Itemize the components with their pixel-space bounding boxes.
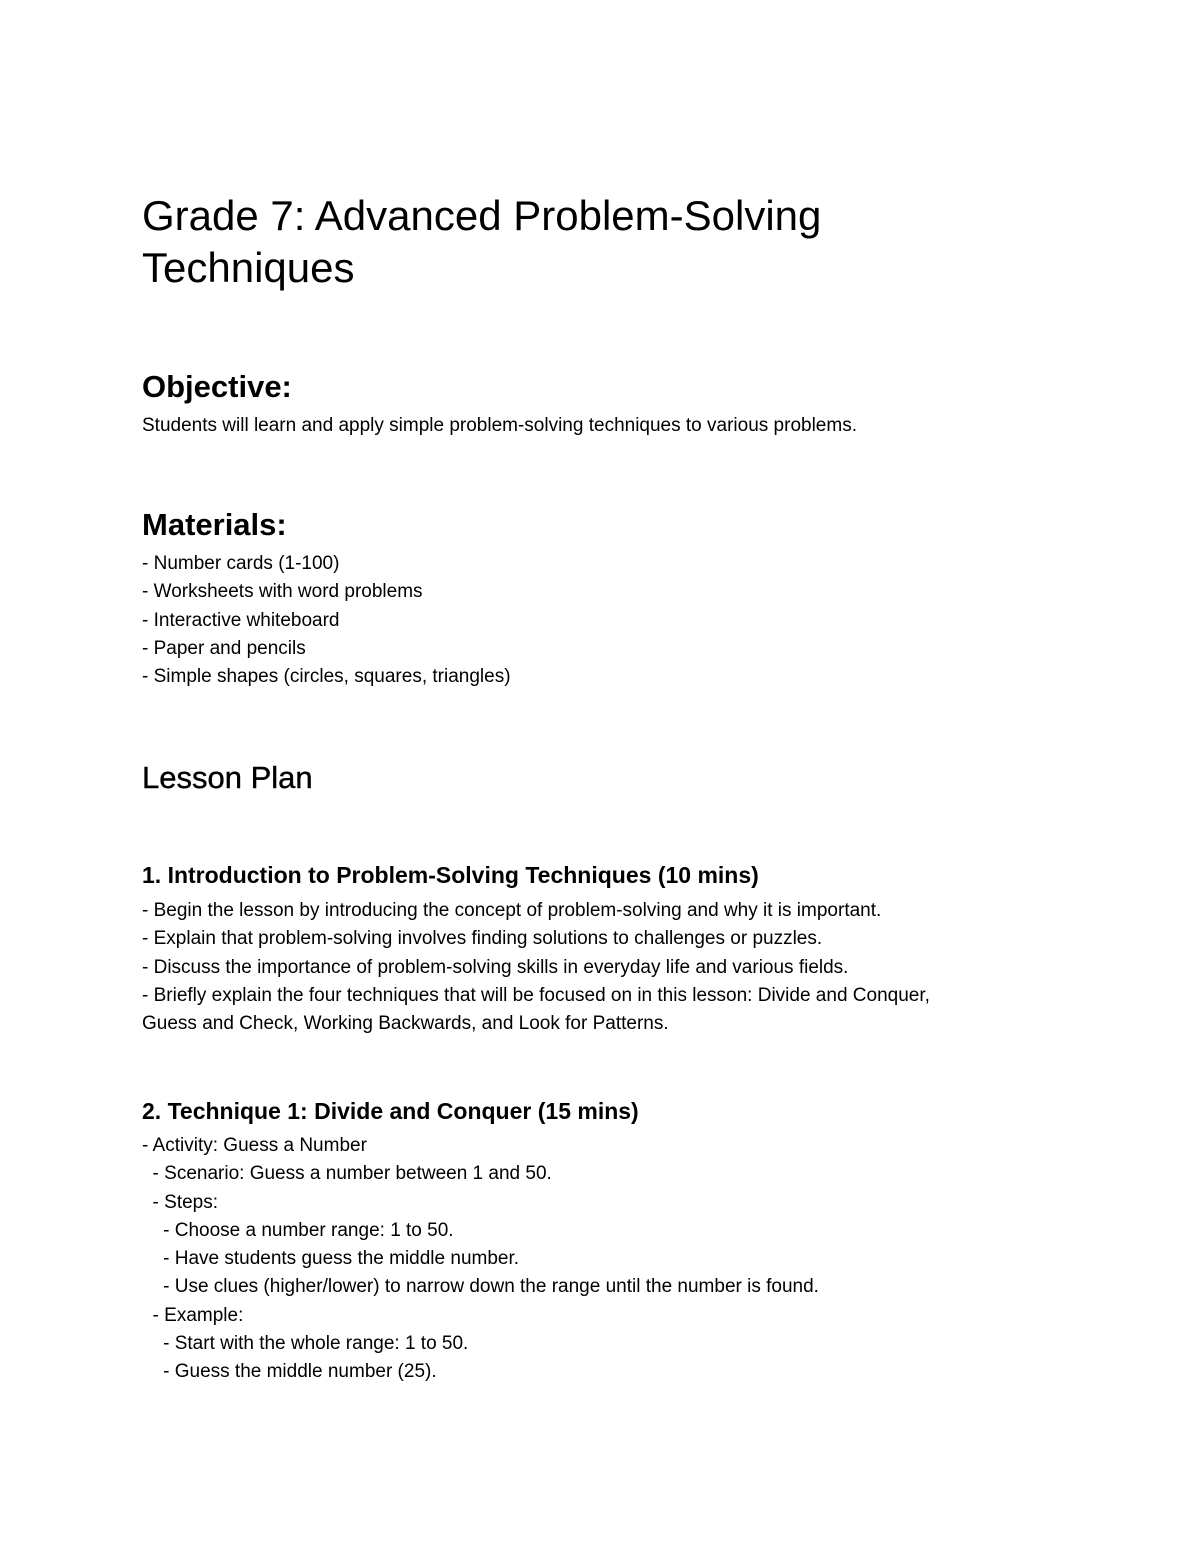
document-title-line-1: Grade 7: Advanced Problem-Solving bbox=[142, 192, 822, 239]
document-title-line-2: Techniques bbox=[142, 244, 355, 291]
section-2-lines bbox=[142, 1132, 819, 1387]
list-item: - Worksheets with word problems bbox=[142, 581, 423, 603]
list-item: - Use clues (higher/lower) to narrow down the range until the number is found. bbox=[142, 1276, 819, 1298]
objective-text: Students will learn and apply simple problem-solving techniques to various problems. bbox=[142, 415, 857, 436]
list-item: - Number cards (1-100) bbox=[142, 553, 340, 574]
list-item: - Explain that problem-solving involves finding solutions to challenges or puzzles. bbox=[142, 928, 823, 950]
materials-heading: Materials: bbox=[142, 507, 287, 542]
list-item: - Begin the lesson by introducing the concept of problem-solving and why it is important. bbox=[142, 900, 882, 921]
list-item: - Example: bbox=[142, 1304, 244, 1326]
section-1-heading: 1. Introduction to Problem-Solving Techniques (10 mins) bbox=[142, 862, 759, 888]
list-item: - Scenario: Guess a number between 1 and 50. bbox=[142, 1163, 552, 1185]
list-item: - Have students guess the middle number. bbox=[142, 1248, 520, 1270]
list-item: - Paper and pencils bbox=[142, 637, 306, 659]
list-item: - Activity: Guess a Number bbox=[142, 1135, 367, 1156]
objective-heading: Objective: bbox=[142, 369, 292, 404]
list-item: - Choose a number range: 1 to 50. bbox=[142, 1219, 454, 1241]
list-item: - Interactive whiteboard bbox=[142, 609, 340, 631]
list-item: - Guess the middle number (25). bbox=[142, 1361, 437, 1383]
materials-list bbox=[142, 550, 511, 691]
section-1-lines bbox=[142, 897, 930, 1038]
list-item: - Steps: bbox=[142, 1191, 219, 1213]
lesson-plan-heading: Lesson Plan bbox=[142, 760, 313, 795]
list-item: - Start with the whole range: 1 to 50. bbox=[142, 1333, 469, 1355]
list-item: Guess and Check, Working Backwards, and Look for Patterns. bbox=[142, 1013, 669, 1035]
list-item: - Briefly explain the four techniques that will be focused on in this lesson: Divide and Conquer, bbox=[142, 984, 930, 1006]
list-item: - Simple shapes (circles, squares, triangles) bbox=[142, 666, 511, 688]
list-item: - Discuss the importance of problem-solving skills in everyday life and various fields. bbox=[142, 956, 849, 978]
section-2-heading: 2. Technique 1: Divide and Conquer (15 mins) bbox=[142, 1098, 639, 1124]
